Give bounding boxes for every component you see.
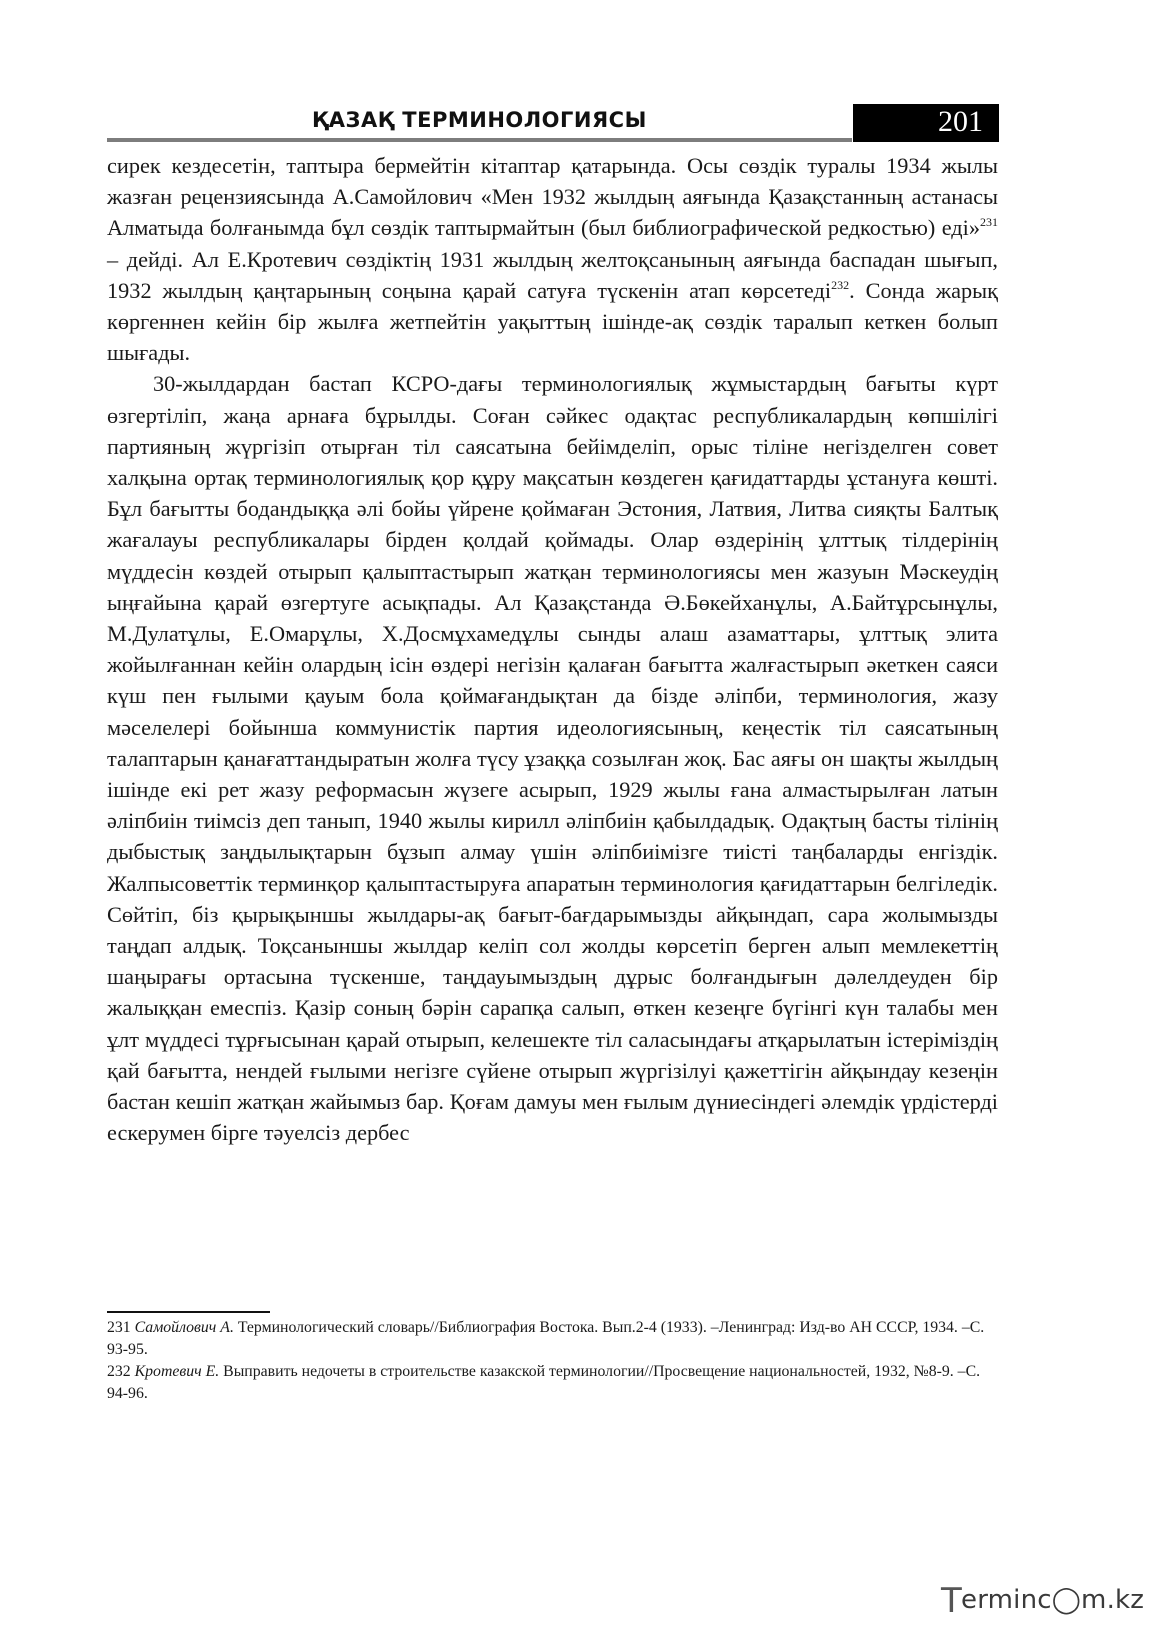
header-rule bbox=[107, 138, 852, 142]
site-watermark bbox=[941, 1583, 1146, 1623]
paragraph-1 bbox=[107, 150, 998, 368]
footnote-number: 231 bbox=[107, 1319, 131, 1336]
footnote-231 bbox=[107, 1317, 998, 1361]
watermark-logo-glyph: T bbox=[941, 1581, 962, 1621]
footnote-ref-231[interactable]: 231 bbox=[980, 215, 998, 230]
body-text bbox=[107, 150, 998, 1149]
paragraph-1-text-a: сирек кездесетін, таптыра бермейтін кітаптар қатарында. Осы сөздік туралы 1934 жылы жазған рецензиясында А.Самойлович «Мен 1932 жылдың аяғында Қазақстанның астанасы Алматыда болғанымда бұл сөздік таптырмайтын (был библиографической редкостью) еді» bbox=[107, 153, 998, 241]
paragraph-1-text-c: . Сонда жарық көргеннен кейін бір жылға жетпейтін уақыттың ішінде-ақ сөздік таралып кеткен болып шығады. bbox=[107, 277, 998, 366]
running-header bbox=[107, 104, 999, 144]
footnote-232 bbox=[107, 1361, 998, 1405]
page-number: 201 bbox=[938, 105, 983, 138]
footnotes bbox=[107, 1317, 998, 1405]
paragraph-1-text-b: – дейді. Ал Е.Кротевич сөздіктің 1931 жылдың желтоқсанының аяғында баспадан шығып, 1932 жылдың қаңтарының соңына қарай сатуға түскенін атап көрсетеді bbox=[107, 246, 998, 303]
footnote-author: Кротевич Е. bbox=[134, 1363, 220, 1380]
paragraph-2: 30-жылдардан бастап КСРО-дағы терминологиялық жұмыстардың бағыты күрт өзгертіліп, жаңа арнаға бұрылды. Соған сәйкес одақтас республикалардың көпшілігі партияның жүргізіп отырған тіл саясатына бейімделіп, орыс тіліне негізделген совет халқына ортақ терминологиялық қор құру мақсатын көздеген қағидаттарды ұстануға көшті. Бұл бағытты бодандыққа әлі бойы үйрене қоймаған Эстония, Латвия, Литва сияқты Балтық жағалауы республикалары бірден қолдай қоймады. Олар өздерінің ұлттық тілдерінің мүддесін көздей отырып қалыптастырып жатқан терминологиясы мен жазуын Мәскеудің ыңғайына қарай өзгертуге асықпады. Ал Қазақстанда Ә.Бөкейханұлы, А.Байтұрсынұлы, М.Дулатұлы, Е.Омарұлы, Х.Досмұхамедұлы сынды алаш азаматтары, ұлттық элита жойылғаннан кейін олардың ісін өздері негізін қалаған бағытта жалғастырып әкеткен саяси күш пен ғылыми қауым бола қоймағандықтан да бізде әліпби, терминология, жазу мәселелері бойынша коммунистік партия идеологиясының, кеңестік тіл саясатының талаптарын қанағаттандыратын жолға түсу ұзаққа созылған жоқ. Бас аяғы он шақты жылдың ішінде екі рет жазу реформасын жүзеге асырып, 1929 жылы ғана алмастырылған латын әліпбиін тиімсіз деп танып, 1940 жылы кирилл әліпбиін қабылдадық. Одақтың басты тілінің дыбыстық заңдылықтарын бұзып алмау үшін әліпбиімізге тиісті таңбаларды енгіздік. Жалпысоветтік терминқор қалыптастыруға апаратын терминология қағидаттарын белгіледік. Сөйтіп, біз қырықыншы жылдары-ақ бағыт-бағдарымызды айқындап, сара жолымызды таңдап алдық. Тоқсаныншы жылдар келіп сол жолды көрсетіп берген алып мемлекеттің шаңырағы ортасына түскенше, таңдауымыздың дұрыс болғандығын дәлелдеуден бір жалыққан емеспіз. Қазір соның бәрін сарапқа салып, өткен кезеңге бүгінгі күн талабы мен ұлт мүддесі тұрғысынан қарай отырып, келешекте тіл саласындағы атқарылатын істеріміздің қай бағытта, нендей ғылыми негізге сүйене отырып жүргізілуі қажеттігін айқындау кезеңін бастан кешіп жатқан жайымыз бар. Қоғам дамуы мен ғылым дүниесіндегі әлемдік үрдістерді ескерумен бірге тәуелсіз дербес bbox=[107, 371, 998, 1146]
watermark-text: erminc◯m.kz bbox=[961, 1585, 1145, 1615]
footnote-separator bbox=[107, 1311, 270, 1313]
page-number-box bbox=[853, 104, 999, 142]
footnote-author: Самойлович А. bbox=[134, 1319, 234, 1336]
running-title: ҚАЗАҚ ТЕРМИНОЛОГИЯСЫ bbox=[312, 108, 647, 132]
footnote-number: 232 bbox=[107, 1363, 131, 1380]
footnote-ref-232[interactable]: 232 bbox=[831, 277, 850, 292]
footnote-text: Терминологический словарь//Библиография Востока. Вып.2-4 (1933). –Ленинград: Изд-во АН СССР, 1934. –С. 93-95. bbox=[107, 1319, 985, 1358]
footnote-text: Выправить недочеты в строительстве казакской терминологии//Просвещение национальностей, 1932, №8-9. –С. 94-96. bbox=[107, 1363, 981, 1402]
